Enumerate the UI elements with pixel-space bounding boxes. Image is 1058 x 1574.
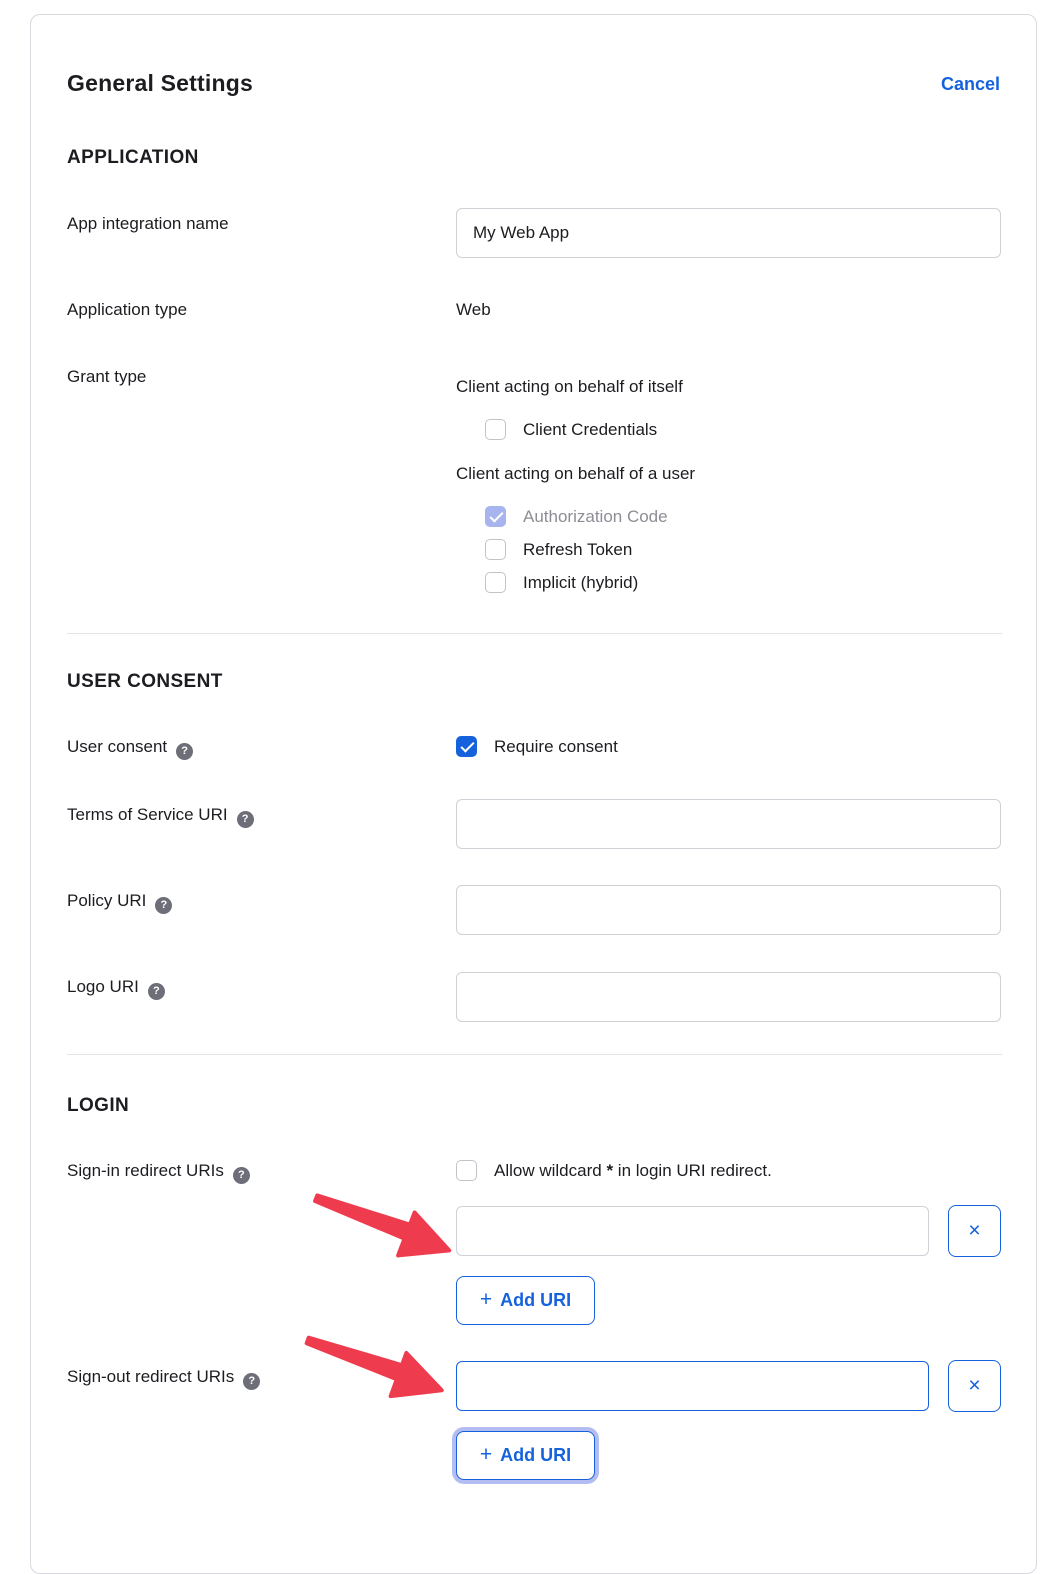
grant-group-itself-heading: Client acting on behalf of itself [456,377,683,396]
help-icon[interactable]: ? [233,1167,250,1184]
authorization-code-label: Authorization Code [523,507,668,526]
user-consent-label: User consent ? [67,737,193,760]
page-title: General Settings [67,70,253,96]
add-sign-out-uri-button[interactable]: + Add URI [456,1431,595,1480]
red-arrow-annotation [303,1172,463,1278]
require-consent-checkbox[interactable] [456,736,477,757]
client-credentials-checkbox[interactable] [485,419,506,440]
red-arrow-annotation [295,1314,455,1418]
plus-icon: + [479,1442,493,1466]
logo-uri-input[interactable] [456,972,1001,1022]
policy-uri-label: Policy URI ? [67,891,172,914]
add-sign-in-uri-button[interactable]: + Add URI [456,1276,595,1325]
refresh-token-label: Refresh Token [523,540,633,559]
application-type-value: Web [456,300,491,319]
remove-uri-button[interactable] [948,1360,1001,1412]
help-icon[interactable]: ? [176,743,193,760]
app-integration-name-label: App integration name [67,214,229,233]
implicit-hybrid-label: Implicit (hybrid) [523,573,639,592]
allow-wildcard-checkbox[interactable] [456,1160,477,1181]
tos-uri-label: Terms of Service URI ? [67,805,254,828]
wildcard-asterisk: * [606,1161,614,1180]
help-icon[interactable]: ? [237,811,254,828]
general-settings-card [30,14,1037,1574]
policy-uri-input[interactable] [456,885,1001,935]
login-section-heading: LOGIN [67,1095,130,1116]
grant-type-label: Grant type [67,367,147,386]
app-integration-name-input[interactable] [456,208,1001,258]
help-icon[interactable]: ? [155,897,172,914]
cancel-button[interactable]: Cancel [940,74,1000,94]
sign-in-redirect-uri-input[interactable] [456,1206,929,1256]
application-type-label: Application type [67,300,188,319]
application-section-heading: APPLICATION [67,147,199,168]
sign-out-redirect-label: Sign-out redirect URIs ? [67,1367,260,1390]
logo-uri-label: Logo URI ? [67,977,165,1000]
implicit-hybrid-checkbox[interactable] [485,572,506,593]
close-icon: × [968,1374,981,1397]
grant-group-user-heading: Client acting on behalf of a user [456,464,696,483]
authorization-code-checkbox [485,506,506,527]
tos-uri-input[interactable] [456,799,1001,849]
section-divider [67,633,1002,634]
help-icon[interactable]: ? [243,1373,260,1390]
sign-in-redirect-label: Sign-in redirect URIs ? [67,1161,250,1184]
sign-out-redirect-uri-input[interactable] [456,1361,929,1411]
require-consent-label: Require consent [494,737,618,756]
client-credentials-label: Client Credentials [523,420,658,439]
refresh-token-checkbox[interactable] [485,539,506,560]
help-icon[interactable]: ? [148,983,165,1000]
remove-uri-button[interactable] [948,1205,1001,1257]
allow-wildcard-label: Allow wildcard * in login URI redirect. [494,1161,772,1180]
plus-icon: + [479,1287,493,1311]
close-icon: × [968,1219,981,1242]
section-divider [67,1054,1002,1055]
user-consent-section-heading: USER CONSENT [67,671,223,692]
